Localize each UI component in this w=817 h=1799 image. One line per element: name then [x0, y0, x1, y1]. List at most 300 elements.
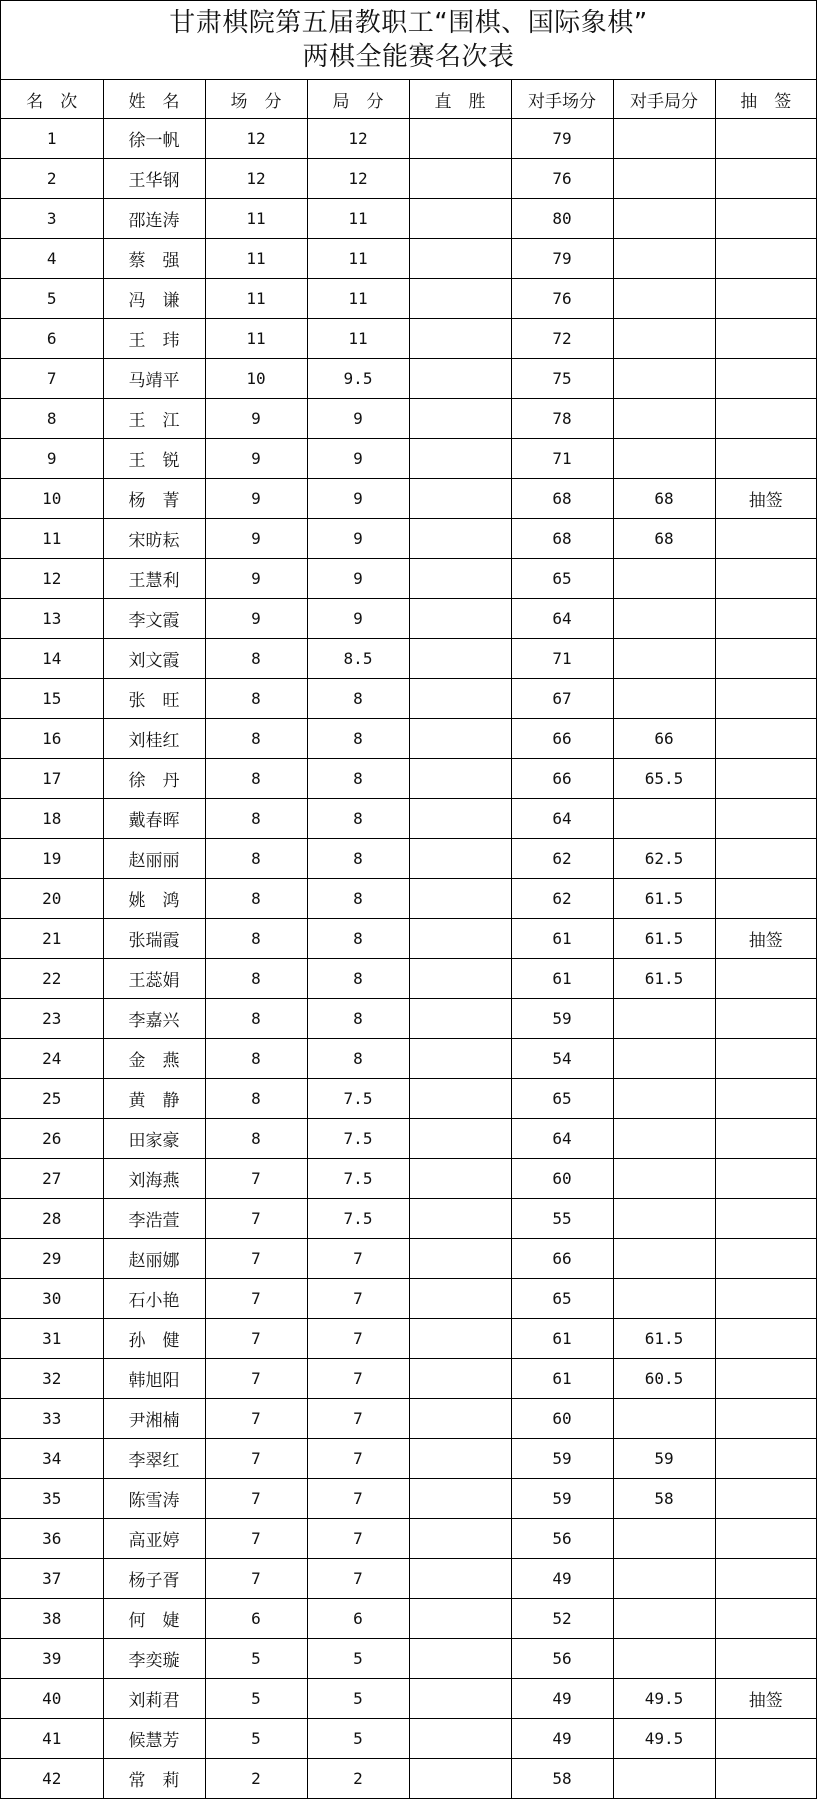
opponent-game-points-cell: 49.5	[613, 1719, 715, 1759]
game-points-cell: 7	[307, 1279, 409, 1319]
lottery-cell	[715, 399, 816, 439]
rank-cell: 24	[1, 1039, 103, 1079]
head-to-head-cell	[409, 679, 511, 719]
name-cell: 王 锐	[103, 439, 205, 479]
rank-cell: 14	[1, 639, 103, 679]
match-points-cell: 8	[205, 719, 307, 759]
head-to-head-cell	[409, 879, 511, 919]
lottery-cell	[715, 1439, 816, 1479]
rank-cell: 19	[1, 839, 103, 879]
table-row	[1, 1679, 816, 1719]
rank-cell: 25	[1, 1079, 103, 1119]
table-row	[1, 479, 816, 519]
name-cell: 金 燕	[103, 1039, 205, 1079]
head-to-head-cell	[409, 439, 511, 479]
head-to-head-cell	[409, 1639, 511, 1679]
table-row	[1, 1239, 816, 1279]
name-cell: 何 婕	[103, 1599, 205, 1639]
table-row	[1, 1359, 816, 1399]
opponent-game-points-cell	[613, 1199, 715, 1239]
table-row	[1, 1319, 816, 1359]
rank-cell: 7	[1, 359, 103, 399]
table-row	[1, 679, 816, 719]
head-to-head-cell	[409, 399, 511, 439]
opponent-match-points-cell: 68	[511, 519, 613, 559]
name-cell: 王华钢	[103, 159, 205, 199]
opponent-match-points-cell: 71	[511, 439, 613, 479]
opponent-game-points-cell: 68	[613, 479, 715, 519]
rank-cell: 1	[1, 119, 103, 159]
opponent-game-points-cell: 60.5	[613, 1359, 715, 1399]
opponent-game-points-cell	[613, 679, 715, 719]
opponent-game-points-cell	[613, 1759, 715, 1799]
game-points-cell: 7	[307, 1359, 409, 1399]
game-points-cell: 5	[307, 1679, 409, 1719]
opponent-game-points-cell: 68	[613, 519, 715, 559]
opponent-match-points-cell: 65	[511, 1079, 613, 1119]
opponent-game-points-cell	[613, 279, 715, 319]
head-to-head-cell	[409, 1679, 511, 1719]
opponent-game-points-cell	[613, 359, 715, 399]
name-cell: 蔡 强	[103, 239, 205, 279]
head-to-head-cell	[409, 159, 511, 199]
title-line-1: 甘肃棋院第五届教职工“围棋、国际象棋”	[169, 8, 648, 38]
name-cell: 王 江	[103, 399, 205, 439]
head-to-head-cell	[409, 599, 511, 639]
rank-cell: 18	[1, 799, 103, 839]
rank-cell: 22	[1, 959, 103, 999]
match-points-cell: 9	[205, 399, 307, 439]
opponent-match-points-cell: 55	[511, 1199, 613, 1239]
name-cell: 陈雪涛	[103, 1479, 205, 1519]
game-points-cell: 8	[307, 799, 409, 839]
head-to-head-cell	[409, 1399, 511, 1439]
match-points-cell: 7	[205, 1279, 307, 1319]
game-points-cell: 11	[307, 239, 409, 279]
game-points-cell: 7	[307, 1439, 409, 1479]
head-to-head-cell	[409, 279, 511, 319]
table-row	[1, 159, 816, 199]
lottery-cell	[715, 1759, 816, 1799]
match-points-cell: 11	[205, 199, 307, 239]
game-points-cell: 7	[307, 1319, 409, 1359]
name-cell: 王蕊娟	[103, 959, 205, 999]
rank-cell: 11	[1, 519, 103, 559]
table-row	[1, 1199, 816, 1239]
opponent-game-points-cell	[613, 1559, 715, 1599]
name-cell: 邵连涛	[103, 199, 205, 239]
game-points-cell: 8	[307, 1039, 409, 1079]
game-points-cell: 9	[307, 399, 409, 439]
header-game-points: 局 分	[307, 80, 409, 119]
table-row	[1, 1719, 816, 1759]
head-to-head-cell	[409, 1079, 511, 1119]
match-points-cell: 8	[205, 919, 307, 959]
opponent-game-points-cell: 61.5	[613, 1319, 715, 1359]
opponent-match-points-cell: 61	[511, 919, 613, 959]
rank-cell: 10	[1, 479, 103, 519]
table-row	[1, 1159, 816, 1199]
match-points-cell: 11	[205, 239, 307, 279]
header-opponent-game-points: 对手局分	[613, 80, 715, 119]
name-cell: 黄 静	[103, 1079, 205, 1119]
opponent-match-points-cell: 54	[511, 1039, 613, 1079]
lottery-cell	[715, 999, 816, 1039]
match-points-cell: 8	[205, 799, 307, 839]
game-points-cell: 8.5	[307, 639, 409, 679]
name-cell: 高亚婷	[103, 1519, 205, 1559]
head-to-head-cell	[409, 319, 511, 359]
opponent-match-points-cell: 52	[511, 1599, 613, 1639]
table-row	[1, 559, 816, 599]
table-row	[1, 1119, 816, 1159]
name-cell: 李翠红	[103, 1439, 205, 1479]
table-row	[1, 1639, 816, 1679]
opponent-game-points-cell: 61.5	[613, 919, 715, 959]
header-match-points: 场 分	[205, 80, 307, 119]
table-row	[1, 719, 816, 759]
lottery-cell: 抽签	[715, 1679, 816, 1719]
opponent-game-points-cell	[613, 1119, 715, 1159]
match-points-cell: 8	[205, 1039, 307, 1079]
game-points-cell: 11	[307, 319, 409, 359]
opponent-match-points-cell: 49	[511, 1719, 613, 1759]
match-points-cell: 10	[205, 359, 307, 399]
opponent-match-points-cell: 79	[511, 239, 613, 279]
opponent-game-points-cell	[613, 159, 715, 199]
match-points-cell: 2	[205, 1759, 307, 1799]
opponent-game-points-cell	[613, 1639, 715, 1679]
opponent-match-points-cell: 68	[511, 479, 613, 519]
game-points-cell: 7	[307, 1519, 409, 1559]
opponent-match-points-cell: 49	[511, 1559, 613, 1599]
table-row	[1, 359, 816, 399]
title-line-2: 两棋全能赛名次表	[302, 42, 515, 72]
rank-cell: 13	[1, 599, 103, 639]
head-to-head-cell	[409, 1319, 511, 1359]
match-points-cell: 7	[205, 1479, 307, 1519]
game-points-cell: 8	[307, 879, 409, 919]
head-to-head-cell	[409, 1439, 511, 1479]
lottery-cell	[715, 1599, 816, 1639]
match-points-cell: 9	[205, 559, 307, 599]
table-row	[1, 119, 816, 159]
name-cell: 孙 健	[103, 1319, 205, 1359]
rank-cell: 31	[1, 1319, 103, 1359]
rank-cell: 38	[1, 1599, 103, 1639]
opponent-match-points-cell: 59	[511, 999, 613, 1039]
head-to-head-cell	[409, 1479, 511, 1519]
rank-cell: 36	[1, 1519, 103, 1559]
table-row	[1, 1519, 816, 1559]
table-row	[1, 1039, 816, 1079]
name-cell: 王 玮	[103, 319, 205, 359]
table-row	[1, 1559, 816, 1599]
opponent-match-points-cell: 79	[511, 119, 613, 159]
opponent-game-points-cell	[613, 799, 715, 839]
name-cell: 常 莉	[103, 1759, 205, 1799]
match-points-cell: 8	[205, 839, 307, 879]
opponent-game-points-cell	[613, 1159, 715, 1199]
match-points-cell: 12	[205, 159, 307, 199]
game-points-cell: 8	[307, 759, 409, 799]
name-cell: 刘莉君	[103, 1679, 205, 1719]
game-points-cell: 5	[307, 1639, 409, 1679]
rank-cell: 5	[1, 279, 103, 319]
match-points-cell: 11	[205, 279, 307, 319]
lottery-cell	[715, 159, 816, 199]
head-to-head-cell	[409, 1159, 511, 1199]
opponent-game-points-cell: 61.5	[613, 879, 715, 919]
name-cell: 戴春晖	[103, 799, 205, 839]
opponent-match-points-cell: 62	[511, 879, 613, 919]
lottery-cell: 抽签	[715, 479, 816, 519]
match-points-cell: 8	[205, 679, 307, 719]
table-row	[1, 919, 816, 959]
name-cell: 刘海燕	[103, 1159, 205, 1199]
opponent-game-points-cell	[613, 239, 715, 279]
name-cell: 冯 谦	[103, 279, 205, 319]
opponent-match-points-cell: 59	[511, 1439, 613, 1479]
match-points-cell: 7	[205, 1439, 307, 1479]
lottery-cell	[715, 1079, 816, 1119]
rank-cell: 9	[1, 439, 103, 479]
opponent-game-points-cell	[613, 1039, 715, 1079]
game-points-cell: 12	[307, 159, 409, 199]
opponent-game-points-cell	[613, 119, 715, 159]
head-to-head-cell	[409, 639, 511, 679]
opponent-match-points-cell: 66	[511, 1239, 613, 1279]
table-row	[1, 439, 816, 479]
name-cell: 李奕璇	[103, 1639, 205, 1679]
head-to-head-cell	[409, 119, 511, 159]
rank-cell: 16	[1, 719, 103, 759]
lottery-cell: 抽签	[715, 919, 816, 959]
name-cell: 徐一帆	[103, 119, 205, 159]
match-points-cell: 11	[205, 319, 307, 359]
table-row	[1, 1759, 816, 1799]
game-points-cell: 8	[307, 679, 409, 719]
header-rank: 名 次	[1, 80, 103, 119]
rank-cell: 37	[1, 1559, 103, 1599]
match-points-cell: 5	[205, 1639, 307, 1679]
head-to-head-cell	[409, 239, 511, 279]
opponent-match-points-cell: 64	[511, 799, 613, 839]
lottery-cell	[715, 119, 816, 159]
table-row	[1, 799, 816, 839]
head-to-head-cell	[409, 719, 511, 759]
table-row	[1, 599, 816, 639]
table-row	[1, 199, 816, 239]
table-row	[1, 279, 816, 319]
rank-cell: 21	[1, 919, 103, 959]
table-row	[1, 1279, 816, 1319]
opponent-match-points-cell: 49	[511, 1679, 613, 1719]
rank-cell: 34	[1, 1439, 103, 1479]
title-block	[1, 1, 816, 80]
game-points-cell: 9	[307, 519, 409, 559]
game-points-cell: 9	[307, 559, 409, 599]
lottery-cell	[715, 359, 816, 399]
opponent-match-points-cell: 58	[511, 1759, 613, 1799]
name-cell: 王慧利	[103, 559, 205, 599]
lottery-cell	[715, 599, 816, 639]
lottery-cell	[715, 759, 816, 799]
name-cell: 张 旺	[103, 679, 205, 719]
opponent-match-points-cell: 66	[511, 719, 613, 759]
lottery-cell	[715, 639, 816, 679]
table-row	[1, 319, 816, 359]
lottery-cell	[715, 1519, 816, 1559]
match-points-cell: 9	[205, 599, 307, 639]
opponent-match-points-cell: 71	[511, 639, 613, 679]
lottery-cell	[715, 1359, 816, 1399]
opponent-match-points-cell: 62	[511, 839, 613, 879]
head-to-head-cell	[409, 839, 511, 879]
game-points-cell: 7.5	[307, 1199, 409, 1239]
game-points-cell: 8	[307, 999, 409, 1039]
head-to-head-cell	[409, 1359, 511, 1399]
rank-cell: 40	[1, 1679, 103, 1719]
lottery-cell	[715, 1559, 816, 1599]
table-row	[1, 239, 816, 279]
name-cell: 张瑞霞	[103, 919, 205, 959]
head-to-head-cell	[409, 959, 511, 999]
lottery-cell	[715, 1479, 816, 1519]
lottery-cell	[715, 439, 816, 479]
head-to-head-cell	[409, 759, 511, 799]
opponent-game-points-cell	[613, 399, 715, 439]
opponent-match-points-cell: 65	[511, 1279, 613, 1319]
opponent-match-points-cell: 78	[511, 399, 613, 439]
opponent-game-points-cell	[613, 1079, 715, 1119]
match-points-cell: 9	[205, 519, 307, 559]
head-to-head-cell	[409, 1199, 511, 1239]
head-to-head-cell	[409, 1559, 511, 1599]
head-to-head-cell	[409, 1239, 511, 1279]
lottery-cell	[715, 519, 816, 559]
rank-cell: 39	[1, 1639, 103, 1679]
game-points-cell: 8	[307, 839, 409, 879]
lottery-cell	[715, 799, 816, 839]
table-row	[1, 879, 816, 919]
opponent-match-points-cell: 59	[511, 1479, 613, 1519]
table-row	[1, 1599, 816, 1639]
game-points-cell: 11	[307, 279, 409, 319]
opponent-game-points-cell: 65.5	[613, 759, 715, 799]
opponent-game-points-cell	[613, 439, 715, 479]
lottery-cell	[715, 1239, 816, 1279]
head-to-head-cell	[409, 559, 511, 599]
match-points-cell: 7	[205, 1319, 307, 1359]
game-points-cell: 5	[307, 1719, 409, 1759]
table-row	[1, 639, 816, 679]
game-points-cell: 7.5	[307, 1119, 409, 1159]
match-points-cell: 9	[205, 439, 307, 479]
lottery-cell	[715, 959, 816, 999]
match-points-cell: 9	[205, 479, 307, 519]
table-row	[1, 1079, 816, 1119]
head-to-head-cell	[409, 1119, 511, 1159]
match-points-cell: 7	[205, 1399, 307, 1439]
match-points-cell: 8	[205, 879, 307, 919]
lottery-cell	[715, 1399, 816, 1439]
match-points-cell: 7	[205, 1199, 307, 1239]
rank-cell: 29	[1, 1239, 103, 1279]
opponent-match-points-cell: 56	[511, 1519, 613, 1559]
table-row	[1, 839, 816, 879]
head-to-head-cell	[409, 1719, 511, 1759]
rank-cell: 2	[1, 159, 103, 199]
rank-cell: 32	[1, 1359, 103, 1399]
game-points-cell: 11	[307, 199, 409, 239]
head-to-head-cell	[409, 999, 511, 1039]
opponent-game-points-cell: 62.5	[613, 839, 715, 879]
table-row	[1, 1399, 816, 1439]
rank-cell: 8	[1, 399, 103, 439]
opponent-match-points-cell: 61	[511, 1359, 613, 1399]
opponent-game-points-cell	[613, 1519, 715, 1559]
head-to-head-cell	[409, 1519, 511, 1559]
rank-cell: 17	[1, 759, 103, 799]
lottery-cell	[715, 1039, 816, 1079]
lottery-cell	[715, 1279, 816, 1319]
match-points-cell: 8	[205, 999, 307, 1039]
match-points-cell: 8	[205, 959, 307, 999]
head-to-head-cell	[409, 199, 511, 239]
name-cell: 石小艳	[103, 1279, 205, 1319]
match-points-cell: 7	[205, 1559, 307, 1599]
head-to-head-cell	[409, 919, 511, 959]
name-cell: 李嘉兴	[103, 999, 205, 1039]
game-points-cell: 7	[307, 1559, 409, 1599]
match-points-cell: 7	[205, 1359, 307, 1399]
opponent-game-points-cell: 58	[613, 1479, 715, 1519]
opponent-match-points-cell: 60	[511, 1399, 613, 1439]
opponent-match-points-cell: 60	[511, 1159, 613, 1199]
lottery-cell	[715, 679, 816, 719]
opponent-game-points-cell	[613, 1399, 715, 1439]
opponent-game-points-cell	[613, 639, 715, 679]
opponent-game-points-cell: 61.5	[613, 959, 715, 999]
lottery-cell	[715, 1319, 816, 1359]
opponent-game-points-cell: 59	[613, 1439, 715, 1479]
name-cell: 韩旭阳	[103, 1359, 205, 1399]
rank-cell: 3	[1, 199, 103, 239]
opponent-match-points-cell: 72	[511, 319, 613, 359]
header-opponent-match-points: 对手场分	[511, 80, 613, 119]
table-row	[1, 959, 816, 999]
match-points-cell: 8	[205, 1079, 307, 1119]
game-points-cell: 9	[307, 599, 409, 639]
opponent-match-points-cell: 64	[511, 599, 613, 639]
match-points-cell: 6	[205, 1599, 307, 1639]
match-points-cell: 12	[205, 119, 307, 159]
match-points-cell: 8	[205, 759, 307, 799]
rank-cell: 30	[1, 1279, 103, 1319]
name-cell: 杨子胥	[103, 1559, 205, 1599]
name-cell: 姚 鸿	[103, 879, 205, 919]
match-points-cell: 7	[205, 1519, 307, 1559]
table-row	[1, 399, 816, 439]
opponent-match-points-cell: 61	[511, 1319, 613, 1359]
game-points-cell: 9	[307, 479, 409, 519]
opponent-game-points-cell	[613, 1599, 715, 1639]
opponent-game-points-cell	[613, 999, 715, 1039]
opponent-match-points-cell: 61	[511, 959, 613, 999]
head-to-head-cell	[409, 479, 511, 519]
rank-cell: 26	[1, 1119, 103, 1159]
